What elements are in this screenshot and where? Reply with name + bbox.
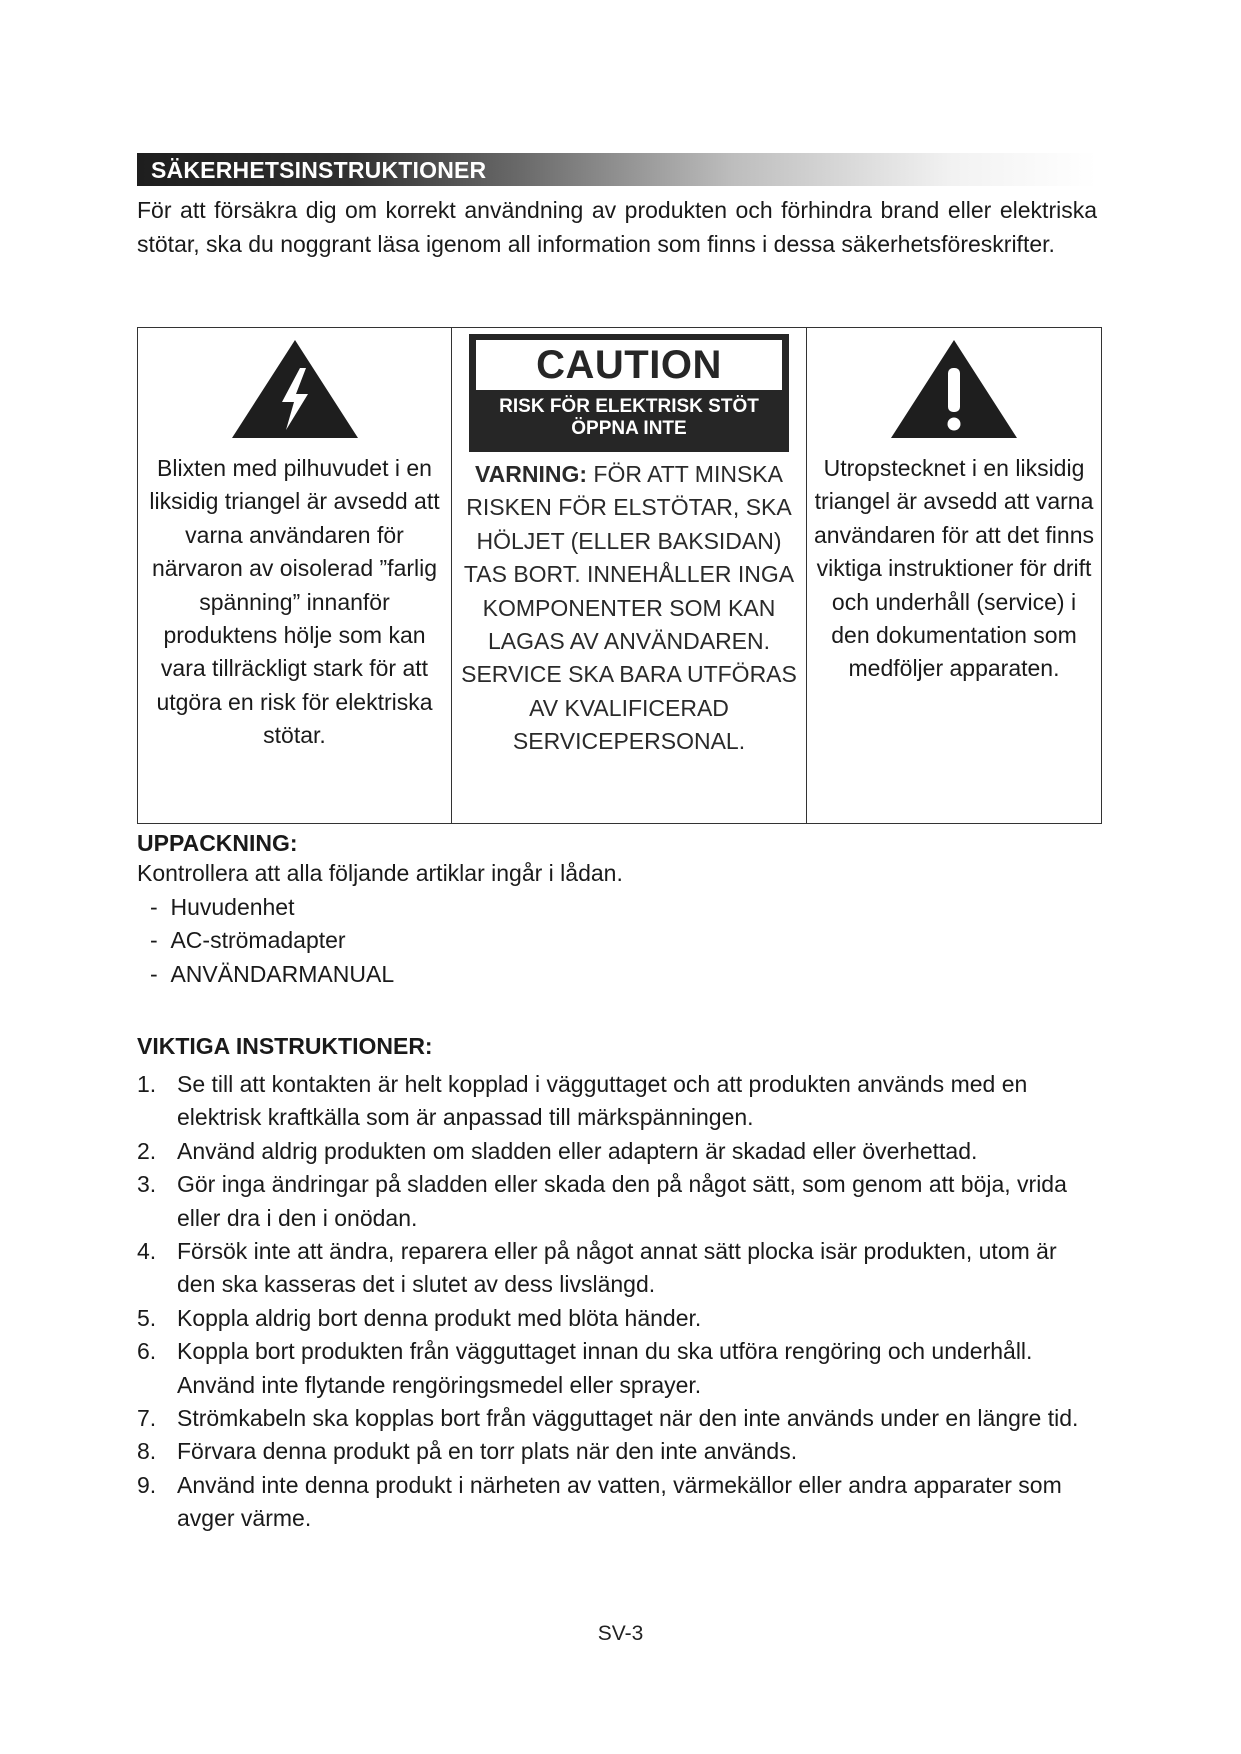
unpacking-intro: Kontrollera att alla följande artiklar ingår i lådan. xyxy=(137,860,623,886)
varning-text: FÖR ATT MINSKA RISKEN FÖR ELSTÖTAR, SKA HÖLJET (ELLER BAKSIDAN) TAS BORT. INNEHÅLLER INGA KOMPONENTER SOM KAN LAGAS AV ANVÄNDAREN. SERVICE SKA BARA UTFÖRAS AV KVALIFICERAD SERVICEPERSONAL. xyxy=(461,461,797,755)
exclamation-description: Utropstecknet i en liksidig triangel är avsedd att varna användaren för att det finns viktiga instruktioner för drift och underhåll (service) i den dokumentation som medföljer apparaten. xyxy=(813,455,1095,682)
caution-cell xyxy=(452,328,807,824)
caution-line-1: RISK FÖR ELEKTRISK STÖT xyxy=(499,396,759,417)
caution-title: CAUTION xyxy=(476,340,782,390)
list-item: - ANVÄNDARMANUAL xyxy=(150,958,394,991)
item-text: Strömkabeln ska kopplas bort från vägguttaget när den inte används under en längre tid. xyxy=(177,1405,1079,1432)
list-item xyxy=(137,1302,1099,1335)
list-item: - AC-strömadapter xyxy=(150,924,394,957)
item-number: 1. xyxy=(137,1071,157,1097)
page-number: SV-3 xyxy=(597,1622,644,1645)
list-item xyxy=(137,1469,1099,1536)
item-text: Koppla bort produkten från vägguttaget innan du ska utföra rengöring och underhåll. Använd inte flytande rengöringsmedel eller sprayer. xyxy=(177,1338,1033,1398)
list-item xyxy=(137,1335,1099,1402)
list-item xyxy=(137,1435,1099,1468)
item-number: 8. xyxy=(137,1438,157,1465)
item-text: Använd aldrig produkten om sladden eller adaptern är skadad eller överhettad. xyxy=(177,1137,978,1164)
caution-label xyxy=(469,334,789,452)
item-text: Förvara denna produkt på en torr plats när den inte används. xyxy=(177,1438,798,1465)
unpacking-list xyxy=(150,891,394,991)
lightning-triangle-icon xyxy=(230,338,360,440)
lightning-description: Blixten med pilhuvudet i en liksidig triangel är avsedd att varna användaren för närvaron av oisolerad ”farlig spänning” innanför produktens hölje som kan vara tillräckligt stark för att utgöra en risk för elektriska stötar. xyxy=(149,455,440,749)
intro-paragraph: För att försäkra dig om korrekt användning av produkten och förhindra brand eller elektriska stötar, ska du noggrant läsa igenom all information som finns i dessa säkerhetsföreskrifter. xyxy=(137,197,1097,257)
varning-text-block xyxy=(452,458,806,759)
varning-label: VARNING: xyxy=(475,461,588,487)
item-text: Använd inte denna produkt i närheten av vatten, värmekällor eller andra apparater som avger värme. xyxy=(177,1471,1062,1532)
item-number: 2. xyxy=(137,1137,157,1164)
warning-symbols-table xyxy=(137,327,1102,824)
list-item xyxy=(137,1135,1099,1168)
item-text: Gör inga ändringar på sladden eller skada den på något sätt, som genom att böja, vrida eller dra i den i onödan. xyxy=(177,1171,1067,1231)
item-number: 6. xyxy=(137,1338,157,1365)
list-item xyxy=(137,1068,1099,1135)
caution-line-2: ÖPPNA INTE xyxy=(571,418,687,439)
item-text: Försök inte att ändra, reparera eller på något annat sätt plocka isär produkten, utom är den ska kasseras det i slutet av dess livslängd. xyxy=(177,1238,1057,1298)
unpacking-heading: UPPACKNING: xyxy=(137,830,298,856)
list-item xyxy=(137,1235,1099,1302)
list-item xyxy=(137,1402,1099,1435)
section-title: SÄKERHETSINSTRUKTIONER xyxy=(151,157,487,183)
exclamation-triangle-icon xyxy=(889,338,1019,440)
caution-subtitle xyxy=(469,396,789,440)
item-text: Koppla aldrig bort denna produkt med blöta händer. xyxy=(177,1304,702,1331)
lightning-cell xyxy=(138,328,452,824)
important-heading: VIKTIGA INSTRUKTIONER: xyxy=(137,1033,433,1059)
list-item: - Huvudenhet xyxy=(150,891,394,924)
item-number: 5. xyxy=(137,1304,157,1331)
list-item xyxy=(137,1168,1099,1235)
item-number: 9. xyxy=(137,1471,157,1498)
item-number: 7. xyxy=(137,1405,157,1432)
item-number: 3. xyxy=(137,1171,157,1198)
item-number: 4. xyxy=(137,1238,157,1265)
section-title-bar xyxy=(137,153,1097,186)
item-text: Se till att kontakten är helt kopplad i vägguttaget och att produkten används med en elektrisk kraftkälla som är anpassad till märkspänningen. xyxy=(177,1071,1028,1131)
important-instructions-list xyxy=(137,1068,1099,1536)
exclamation-cell xyxy=(807,328,1102,824)
